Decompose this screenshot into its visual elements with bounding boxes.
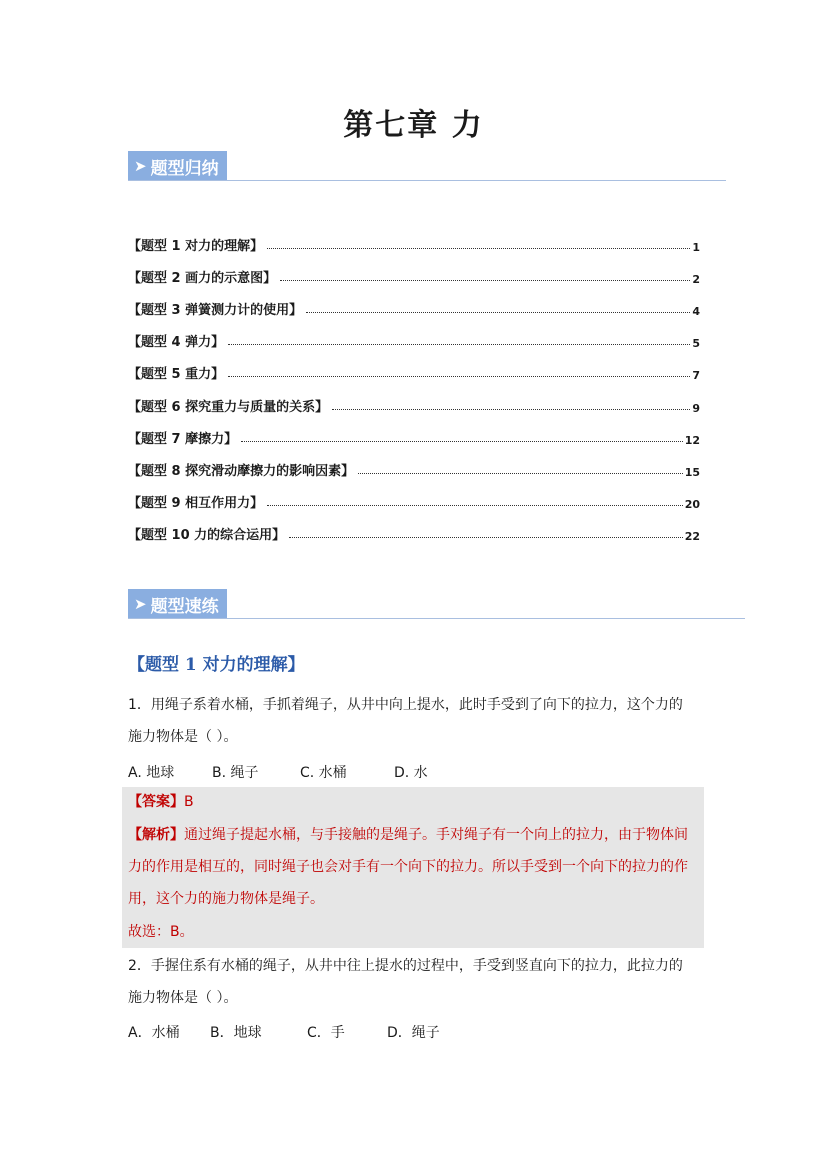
toc-leader xyxy=(267,248,690,249)
toc-page: 9 xyxy=(692,401,700,415)
option-b: B．地球 xyxy=(210,1025,262,1041)
question-2-options xyxy=(128,1022,440,1042)
answer-value: B xyxy=(184,794,194,810)
toc-page: 15 xyxy=(684,465,700,479)
answer-tag: 【答案】 xyxy=(128,794,184,810)
toc-page: 7 xyxy=(692,369,700,383)
option-d: D. 水 xyxy=(394,765,428,781)
analysis-text: 通过绳子提起水桶，与手接触的是绳子。手对绳子有一个向上的拉力，由于物体间 xyxy=(184,827,688,843)
toc-leader xyxy=(228,376,690,377)
section-tag xyxy=(128,589,227,619)
toc-leader xyxy=(228,344,690,345)
question-2-line-2: 施力物体是（ ）。 xyxy=(128,990,238,1006)
toc-label: 【题型 6 探究重力与质量的关系】 xyxy=(128,399,329,415)
analysis-line-2: 力的作用是相互的，同时绳子也会对手有一个向下的拉力。所以手受到一个向下的拉力的作 xyxy=(128,859,688,875)
page-title: 第七章 力 xyxy=(343,108,484,143)
section-header-summary xyxy=(128,151,726,181)
toc-label: 【题型 10 力的综合运用】 xyxy=(128,527,286,543)
toc-leader xyxy=(289,537,683,538)
option-b: B. 绳子 xyxy=(212,765,259,781)
toc-label: 【题型 9 相互作用力】 xyxy=(128,495,264,511)
toc-leader xyxy=(267,505,683,506)
table-of-contents xyxy=(128,222,700,543)
question-1-options xyxy=(128,762,428,782)
option-d: D．绳子 xyxy=(387,1025,440,1041)
toc-leader xyxy=(280,280,690,281)
toc-item[interactable] xyxy=(128,511,700,543)
toc-item[interactable] xyxy=(128,415,700,447)
toc-page: 22 xyxy=(684,529,700,543)
toc-label: 【题型 4 弹力】 xyxy=(128,335,225,351)
toc-label: 【题型 8 探究滑动摩擦力的影响因素】 xyxy=(128,463,355,479)
option-c: C. 水桶 xyxy=(300,765,347,781)
toc-page: 1 xyxy=(692,241,700,255)
section-divider xyxy=(128,180,726,181)
toc-label: 【题型 1 对力的理解】 xyxy=(128,239,264,255)
question-2-line-1: 2．手握住系有水桶的绳子，从井中往上提水的过程中，手受到竖直向下的拉力，此拉力的 xyxy=(128,958,683,974)
toc-item[interactable] xyxy=(128,222,700,254)
toc-leader xyxy=(241,441,683,442)
toc-leader xyxy=(358,473,683,474)
toc-leader xyxy=(306,312,690,313)
section-header-practice xyxy=(128,589,745,619)
toc-item[interactable] xyxy=(128,254,700,286)
question-1-line-2: 施力物体是（ ）。 xyxy=(128,729,238,745)
toc-label: 【题型 3 弹簧测力计的使用】 xyxy=(128,303,303,319)
toc-item[interactable] xyxy=(128,479,700,511)
toc-item[interactable] xyxy=(128,350,700,382)
answer-line xyxy=(128,786,703,818)
analysis-tag: 【解析】 xyxy=(128,827,184,843)
toc-page: 5 xyxy=(692,337,700,351)
toc-page: 2 xyxy=(692,273,700,287)
type-heading: 【题型 1 对力的理解】 xyxy=(128,655,305,675)
section-tag xyxy=(128,151,227,181)
option-c: C．手 xyxy=(307,1025,345,1041)
toc-label: 【题型 5 重力】 xyxy=(128,367,225,383)
analysis-line-1 xyxy=(128,819,703,851)
toc-item[interactable] xyxy=(128,447,700,479)
arrow-right-icon: ➤ xyxy=(134,157,147,175)
analysis-line-3: 用，这个力的施力物体是绳子。 xyxy=(128,891,324,907)
toc-label: 【题型 2 画力的示意图】 xyxy=(128,271,277,287)
toc-page: 4 xyxy=(692,305,700,319)
option-a: A．水桶 xyxy=(128,1025,180,1041)
toc-page: 12 xyxy=(684,433,700,447)
toc-item[interactable] xyxy=(128,382,700,414)
section-label: 题型归纳 xyxy=(150,158,219,179)
question-1-line-1: 1．用绳子系着水桶，手抓着绳子，从井中向上提水，此时手受到了向下的拉力，这个力的 xyxy=(128,697,683,713)
section-label: 题型速练 xyxy=(150,596,219,617)
toc-label: 【题型 7 摩擦力】 xyxy=(128,431,238,447)
conclusion-line: 故选：B。 xyxy=(128,924,194,940)
toc-page: 20 xyxy=(684,497,700,511)
option-a: A. 地球 xyxy=(128,765,175,781)
arrow-right-icon: ➤ xyxy=(134,595,147,613)
toc-item[interactable] xyxy=(128,286,700,318)
toc-item[interactable] xyxy=(128,318,700,350)
section-divider xyxy=(128,618,745,619)
toc-leader xyxy=(332,409,690,410)
